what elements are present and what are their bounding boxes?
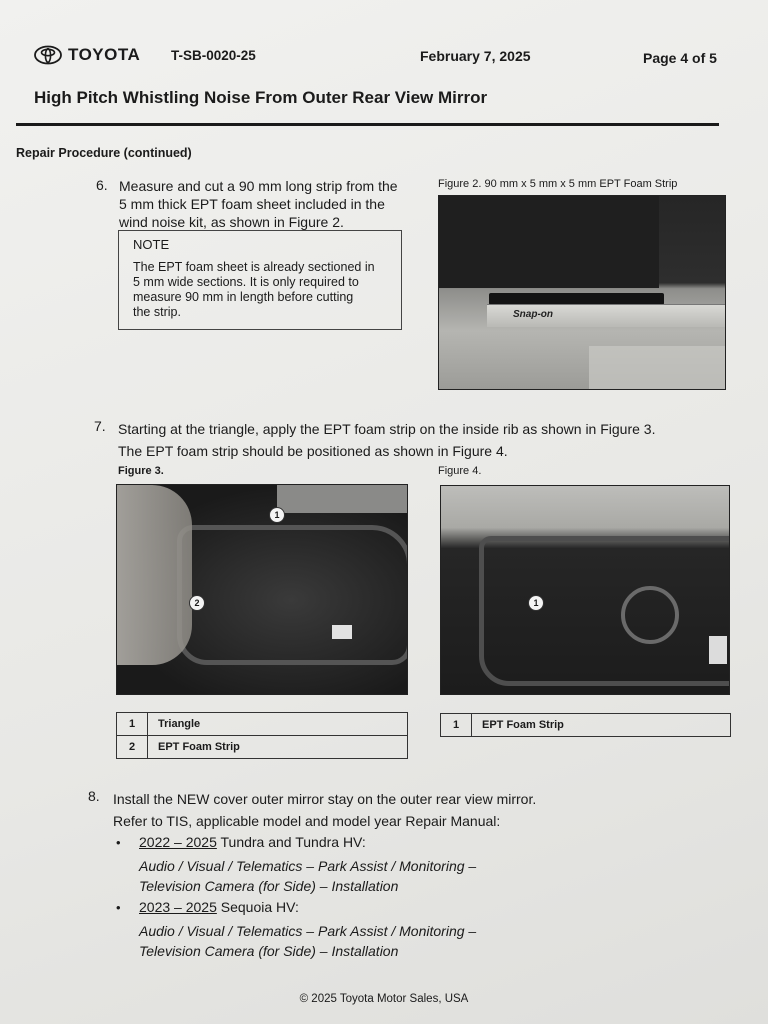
note-body: [133, 260, 387, 320]
step-7-number: 7.: [94, 418, 106, 434]
step-6-line: 5 mm thick EPT foam sheet included in the: [119, 196, 385, 212]
legend-row: [117, 736, 408, 759]
legend-label: EPT Foam Strip: [148, 736, 408, 759]
bulletin-title: High Pitch Whistling Noise From Outer Rear View Mirror: [34, 88, 488, 107]
legend-number: 2: [117, 736, 148, 759]
table-surface: [589, 346, 726, 390]
model-name: Sequoia HV:: [216, 899, 299, 915]
step-7-text: [118, 418, 655, 462]
step-6-line: Measure and cut a 90 mm long strip from the: [119, 178, 398, 194]
model-years: 2023 – 2025: [139, 899, 217, 915]
note-line: 5 mm wide sections. It is only required to: [133, 275, 359, 289]
sequoia-entry: [139, 898, 299, 916]
note-line: The EPT foam sheet is already sectioned in: [133, 260, 375, 274]
manual-path-line: Television Camera (for Side) – Installation: [139, 878, 399, 894]
document-id: T-SB-0020-25: [171, 48, 256, 63]
figure-3-photo: [116, 484, 408, 695]
sequoia-manual-path: [139, 921, 476, 961]
ruler-brand: Snap-on: [513, 309, 553, 320]
wire-connector: [709, 636, 727, 664]
callout-2: 2: [189, 595, 205, 611]
figure-2-photo: [438, 195, 726, 390]
manual-path-line: Audio / Visual / Telematics – Park Assist / Monitoring –: [139, 923, 477, 939]
mirror-housing-top: [277, 485, 408, 513]
step-6-line: wind noise kit, as shown in Figure 2.: [119, 214, 344, 230]
note-line: the strip.: [133, 305, 181, 319]
bullet-marker: •: [116, 835, 121, 850]
tundra-manual-path: [139, 856, 476, 896]
note-line: measure 90 mm in length before cutting: [133, 290, 354, 304]
manual-path-line: Audio / Visual / Telematics – Park Assist / Monitoring –: [139, 858, 477, 874]
figure-4-photo: [440, 485, 730, 695]
brand-name: TOYOTA: [68, 45, 141, 64]
callout-1: 1: [528, 595, 544, 611]
figure-3-legend: [116, 712, 408, 759]
legend-number: 1: [117, 713, 148, 736]
model-years: 2022 – 2025: [139, 834, 217, 850]
ruler: [487, 304, 726, 327]
step-6-number: 6.: [96, 177, 108, 193]
manual-path-line: Television Camera (for Side) – Installation: [139, 943, 399, 959]
legend-row: [441, 714, 731, 737]
legend-label: EPT Foam Strip: [472, 714, 731, 737]
model-name: Tundra and Tundra HV:: [216, 834, 366, 850]
legend-row: [117, 713, 408, 736]
note-box: [118, 230, 402, 330]
figure-2-caption: Figure 2. 90 mm x 5 mm x 5 mm EPT Foam Strip: [438, 178, 678, 190]
bullet-marker: •: [116, 900, 121, 915]
step-7-line: The EPT foam strip should be positioned as shown in Figure 4.: [118, 443, 508, 459]
mirror-motor: [621, 586, 679, 644]
step-8-number: 8.: [88, 788, 100, 804]
mirror-inner-rib: [479, 536, 730, 686]
figure-4-legend: [440, 713, 731, 737]
figure-4-caption: Figure 4.: [438, 465, 482, 477]
mirror-inner-rib: [177, 525, 408, 665]
callout-1: 1: [269, 507, 285, 523]
step-8-line: Install the NEW cover outer mirror stay on the outer rear view mirror.: [113, 791, 537, 807]
step-6-text: [119, 177, 398, 231]
copyright-footer: © 2025 Toyota Motor Sales, USA: [299, 993, 469, 1005]
title-divider: [16, 123, 719, 126]
note-title: NOTE: [133, 237, 170, 252]
wire-connector: [332, 625, 352, 639]
step-8-line: Refer to TIS, applicable model and model year Repair Manual:: [113, 813, 501, 829]
legend-label: Triangle: [148, 713, 408, 736]
technician-hand: [117, 485, 192, 665]
step-7-line: Starting at the triangle, apply the EPT foam strip on the inside rib as shown in Figure 3.: [118, 421, 656, 437]
figure-3-caption: Figure 3.: [118, 465, 164, 477]
legend-number: 1: [441, 714, 472, 737]
document-date: February 7, 2025: [420, 48, 531, 64]
tundra-entry: [139, 833, 366, 851]
section-heading: Repair Procedure (continued): [16, 146, 192, 160]
step-8-text: [113, 788, 536, 832]
toyota-logo: [34, 45, 140, 65]
foam-sheet: [439, 196, 659, 288]
toyota-emblem-icon: [34, 45, 62, 65]
page-number: Page 4 of 5: [643, 50, 717, 66]
